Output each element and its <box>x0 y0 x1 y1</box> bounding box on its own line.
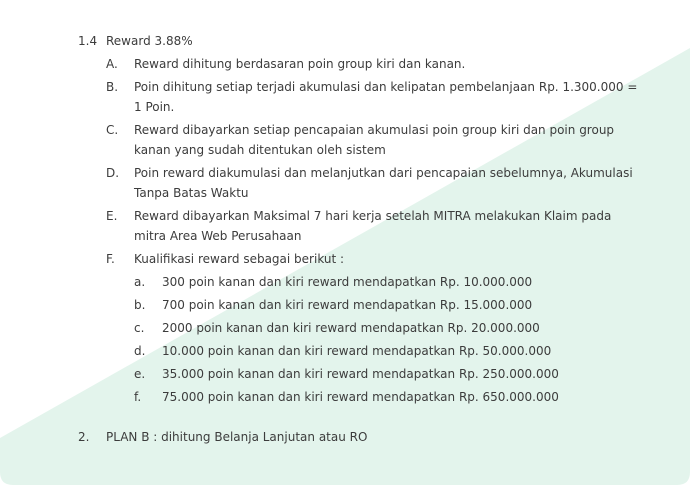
list-item-text: Poin reward diakumulasi dan melanjutkan dari pencapaian sebelumnya, Akumulasi Tanpa Batas Waktu <box>134 166 633 200</box>
list-item-marker: A. <box>106 57 118 71</box>
list-item-text: Reward dibayarkan Maksimal 7 hari kerja setelah MITRA melakukan Klaim pada mitra Area Web Perusahaan <box>134 209 612 243</box>
list-item-marker: B. <box>106 80 119 94</box>
list-item-marker: F. <box>106 252 115 266</box>
list-item <box>106 249 646 269</box>
list-item-text: Poin dihitung setiap terjadi akumulasi dan kelipatan pembelanjaan Rp. 1.300.000 = 1 Poin. <box>134 80 638 114</box>
sub-list-item-text: 700 poin kanan dan kiri reward mendapatkan Rp. 15.000.000 <box>162 298 533 312</box>
list-item-marker: E. <box>106 209 118 223</box>
list-item <box>106 206 646 246</box>
sub-list-item <box>134 387 634 407</box>
sub-list-item-text: 2000 poin kanan dan kiri reward mendapatkan Rp. 20.000.000 <box>162 321 540 335</box>
section-heading <box>78 31 193 51</box>
sub-list-item <box>134 295 634 315</box>
sub-list-item <box>134 341 634 361</box>
sub-list-item-marker: f. <box>134 390 142 404</box>
list-item <box>106 54 646 74</box>
sub-list-item-marker: c. <box>134 321 145 335</box>
sub-list-item-marker: b. <box>134 298 146 312</box>
plan-b-text: PLAN B : dihitung Belanja Lanjutan atau RO <box>106 430 368 444</box>
section-number: 1.4 <box>78 34 98 48</box>
sub-list-item <box>134 364 634 384</box>
sub-list-item-marker: a. <box>134 275 146 289</box>
plan-b-number: 2. <box>78 430 90 444</box>
list-item <box>106 163 646 203</box>
sub-list-item-text: 75.000 poin kanan dan kiri reward mendapatkan Rp. 650.000.000 <box>162 390 559 404</box>
sub-list-item <box>134 272 634 292</box>
list-item-marker: D. <box>106 166 120 180</box>
sub-list-item-marker: e. <box>134 367 146 381</box>
section-title: Reward 3.88% <box>106 34 193 48</box>
sub-list-item-text: 35.000 poin kanan dan kiri reward mendapatkan Rp. 250.000.000 <box>162 367 559 381</box>
sub-list-item-text: 300 poin kanan dan kiri reward mendapatkan Rp. 10.000.000 <box>162 275 533 289</box>
list-item-text: Reward dibayarkan setiap pencapaian akumulasi poin group kiri dan poin group kanan yang sudah ditentukan oleh sistem <box>134 123 615 157</box>
list-item-text: Reward dihitung berdasaran poin group kiri dan kanan. <box>134 57 466 71</box>
sub-list-item-text: 10.000 poin kanan dan kiri reward mendapatkan Rp. 50.000.000 <box>162 344 552 358</box>
list-item <box>106 77 646 117</box>
list-item-marker: C. <box>106 123 119 137</box>
list-item <box>106 120 646 160</box>
list-item-text: Kualifikasi reward sebagai berikut : <box>134 252 345 266</box>
sub-list-item-marker: d. <box>134 344 146 358</box>
plan-b-heading <box>78 427 367 447</box>
sub-list-item <box>134 318 634 338</box>
